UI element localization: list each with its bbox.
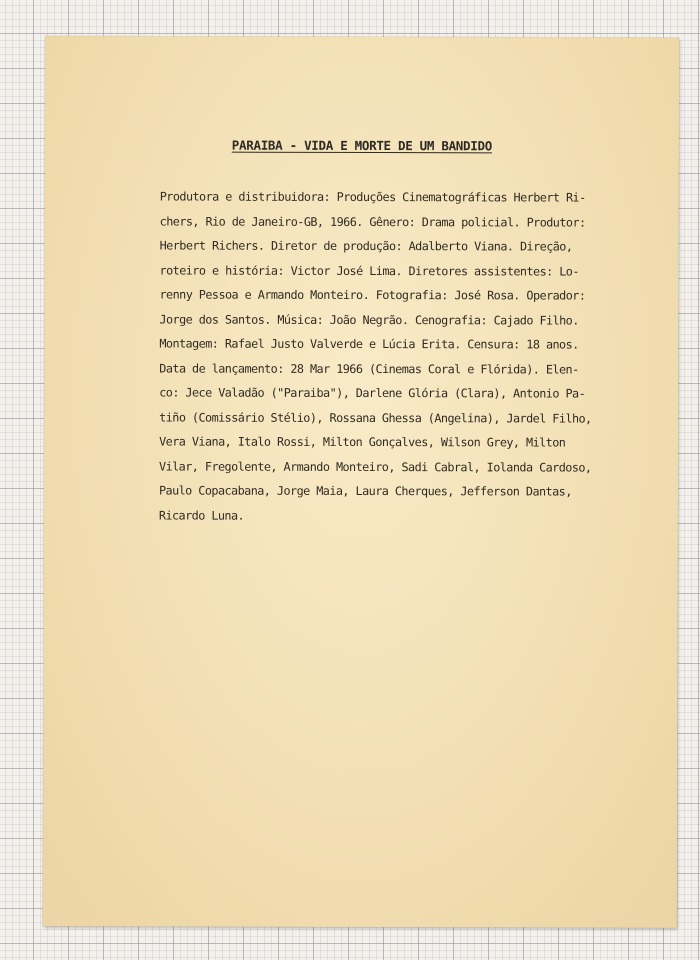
document-title: PARAIBA - VIDA E MORTE DE UM BANDIDO bbox=[231, 137, 492, 154]
body-line: Montagem: Rafael Justo Valverde e Lúcia Erita. Censura: 18 anos. bbox=[159, 336, 579, 352]
body-line: roteiro e história: Victor José Lima. Diretores assistentes: Lo- bbox=[159, 262, 579, 279]
body-line: Paulo Copacabana, Jorge Maia, Laura Cherques, Jefferson Dantas, bbox=[158, 483, 572, 499]
paper-sheet bbox=[43, 36, 679, 928]
body-line: co: Jece Valadão ("Paraiba"), Darlene Glória (Clara), Antonio Pa- bbox=[159, 385, 586, 401]
body-line: Produtora e distribuidora: Produções Cinematográficas Herbert Ri- bbox=[159, 189, 586, 205]
body-line: Herbert Richers. Diretor de produção: Adalberto Viana. Direção, bbox=[159, 238, 573, 254]
body-line: tiño (Comissário Stélio), Rossana Ghessa (Angelina), Jardel Filho, bbox=[159, 409, 592, 426]
body-line: Jorge dos Santos. Música: João Negrão. Cenografia: Cajado Filho. bbox=[159, 311, 579, 328]
document-body bbox=[159, 184, 680, 528]
body-line: Data de lançamento: 28 Mar 1966 (Cinemas Coral e Flórida). Elen- bbox=[159, 360, 579, 377]
body-line: Vera Viana, Italo Rossi, Milton Gonçalves, Wilson Grey, Milton bbox=[159, 434, 566, 450]
body-line: Ricardo Luna. bbox=[158, 507, 245, 523]
body-line: Vilar, Fregolente, Armando Monteiro, Sadi Cabral, Iolanda Cardoso, bbox=[159, 458, 592, 475]
body-line: renny Pessoa e Armando Monteiro. Fotografia: José Rosa. Operador: bbox=[159, 287, 586, 303]
body-line: chers, Rio de Janeiro-GB, 1966. Gênero: Drama policial. Produtor: bbox=[159, 213, 586, 230]
